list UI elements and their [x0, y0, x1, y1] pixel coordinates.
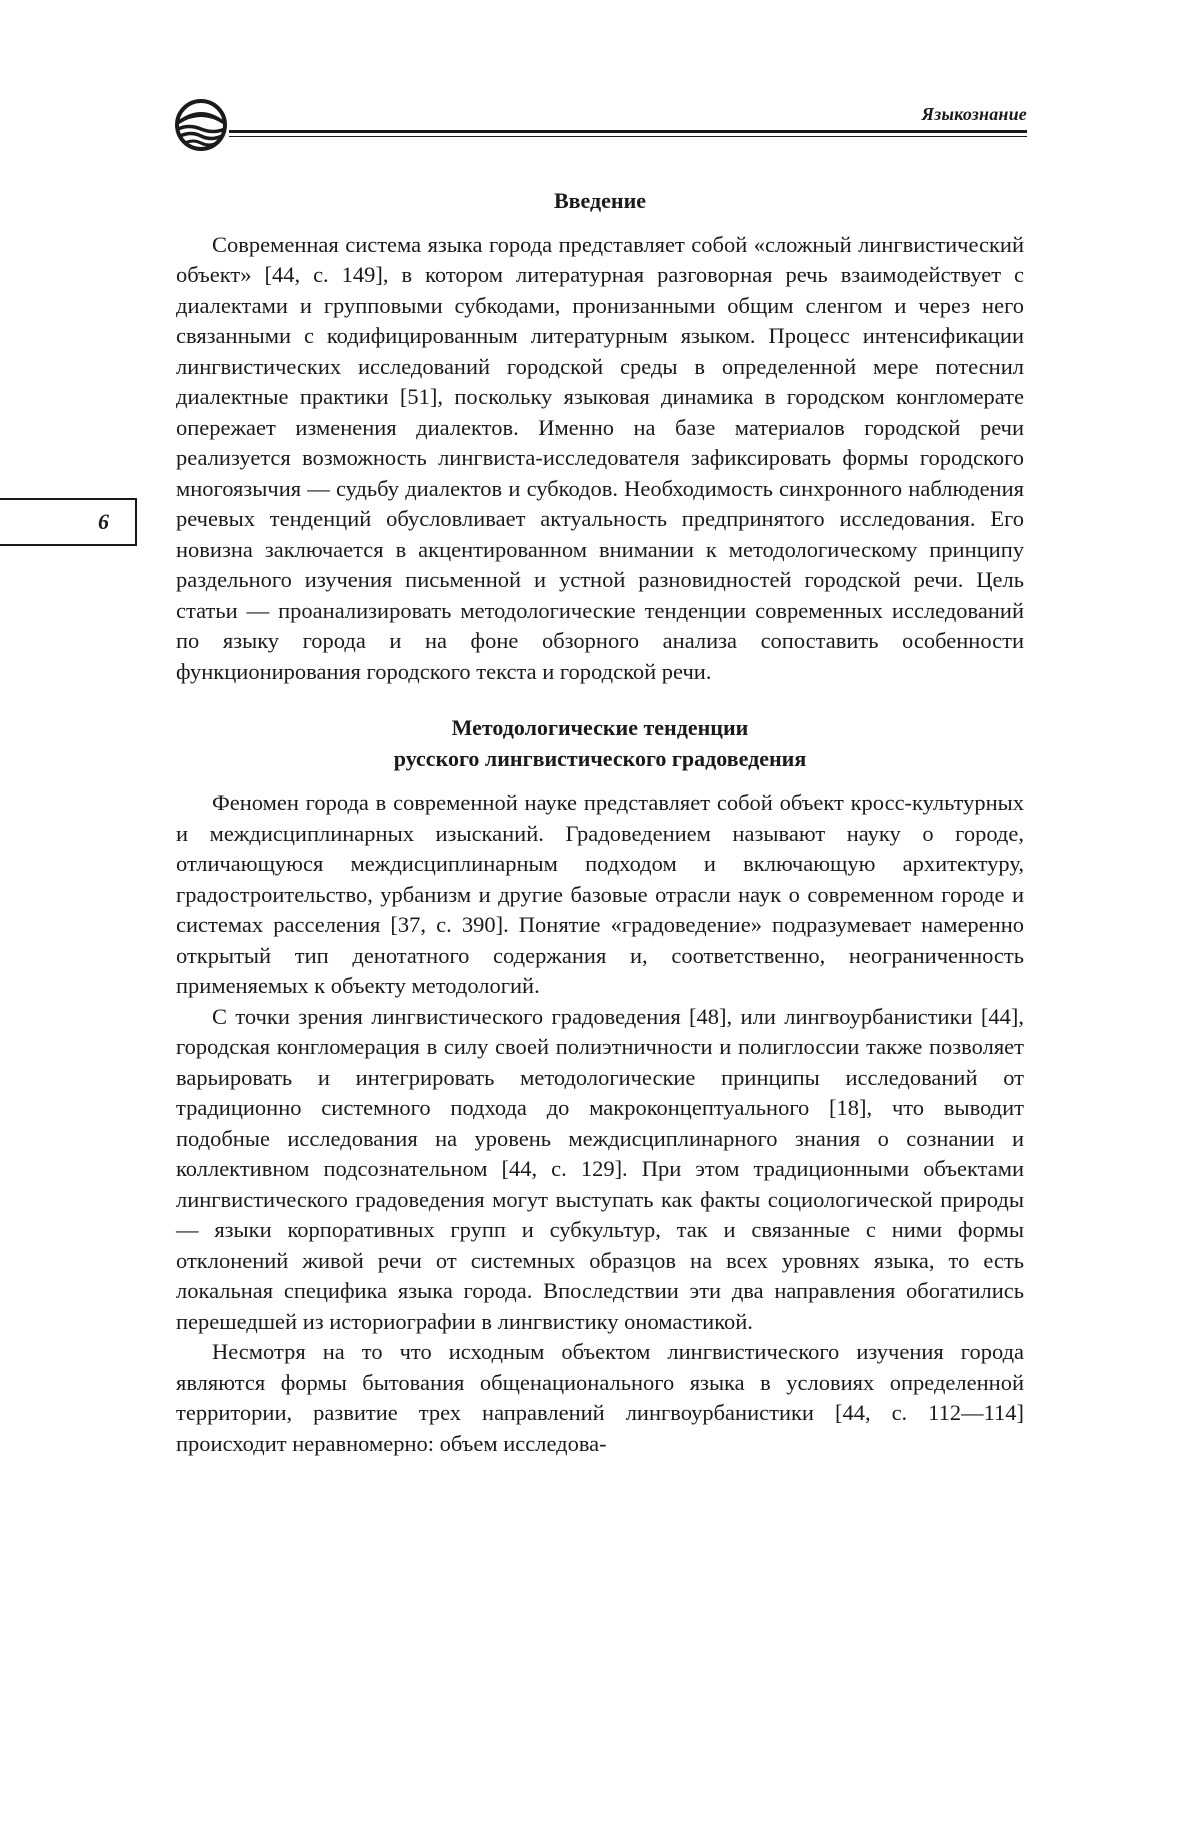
page-number-tab — [0, 498, 137, 546]
page-number: 6 — [98, 509, 109, 534]
running-section-title: Языкознание — [921, 104, 1027, 124]
methods-heading-line-1: Методологические тенденции — [451, 715, 749, 740]
methods-paragraph-3: Несмотря на то что исходным объектом лингвистического изучения города являются формы бытования общенационального языка в условиях определенной территории, развитие трех направлений лингвоурбанистики [44, с. 112—114] происходит неравномерно: объем исследова- — [176, 1339, 1024, 1456]
header-rule-thin — [229, 136, 1027, 137]
intro-paragraph: Современная система языка города представляет собой «сложный лингвистический объект» [44, с. 149], в котором литературная разговорная речь взаимодействует с диалектами и групповыми субкодами, пронизанными общим сленгом и через него связанными с кодифицированным литературным языком. Процесс интенсификации лингвистических исследований городской среды в определенной мере потеснил диалектные практики [51], поскольку языковая динамика в городском конгломерате опережает изменения диалектов. Именно на базе материалов городской речи реализуется возможность лингвиста-исследователя зафиксировать формы городского многоязычия — судьбу диалектов и субкодов. Необходимость синхронного наблюдения речевых тенденций обусловливает актуальность предпринятого исследования. Его новизна заключается в акцентированном внимании к методологическому принципу раздельного изучения письменной и устной разновидностей городской речи. Цель статьи — проанализировать методологические тенденции современных исследований по языку города и на фоне обзорного анализа сопоставить особенности функционирования городского текста и городской речи. — [176, 231, 1024, 684]
publisher-logo-icon — [171, 96, 235, 152]
header-rule-thick — [229, 130, 1027, 133]
article-body — [176, 186, 1024, 1459]
methods-paragraph-2: С точки зрения лингвистического градоведения [48], или лингвоурбанистики [44], городская конгломерация в силу своей полиэтничности и полиглоссии также позволяет варьировать и интегрировать методологические принципы исследований от традиционно системного подхода до макроконцептуального [18], что выводит подобные исследования на уровень междисциплинарного знания о сознании и коллективном подсознательном [44, с. 129]. При этом традиционными объектами лингвистического градоведения могут выступать как факты социологической природы — языки корпоративных групп и субкультур, так и связанные с ними формы отклонений живой речи от системных образцов на всех уровнях языка, то есть локальная специфика языка города. Впоследствии эти два направления обогатились перешедшей из историографии в лингвистику ономастикой. — [176, 1003, 1024, 1334]
intro-heading: Введение — [553, 188, 647, 213]
methods-heading-line-2: русского лингвистического градоведения — [393, 745, 807, 771]
page-header — [171, 96, 1027, 152]
methods-heading — [176, 713, 1024, 774]
methods-section — [176, 713, 1024, 1459]
methods-paragraph-1: Феномен города в современной науке представляет собой объект кросс-культурных и междисциплинарных изысканий. Градоведением называют науку о городе, отличающуюся междисциплинарным подходом и включающую архитектуру, градостроительство, урбанизм и другие базовые отрасли наук о современном городе и системах расселения [37, с. 390]. Понятие «градоведение» подразумевает намеренно открытый тип денотатного содержания и, соответственно, неограниченность применяемых к объекту методологий. — [176, 790, 1024, 998]
intro-section — [176, 186, 1024, 687]
